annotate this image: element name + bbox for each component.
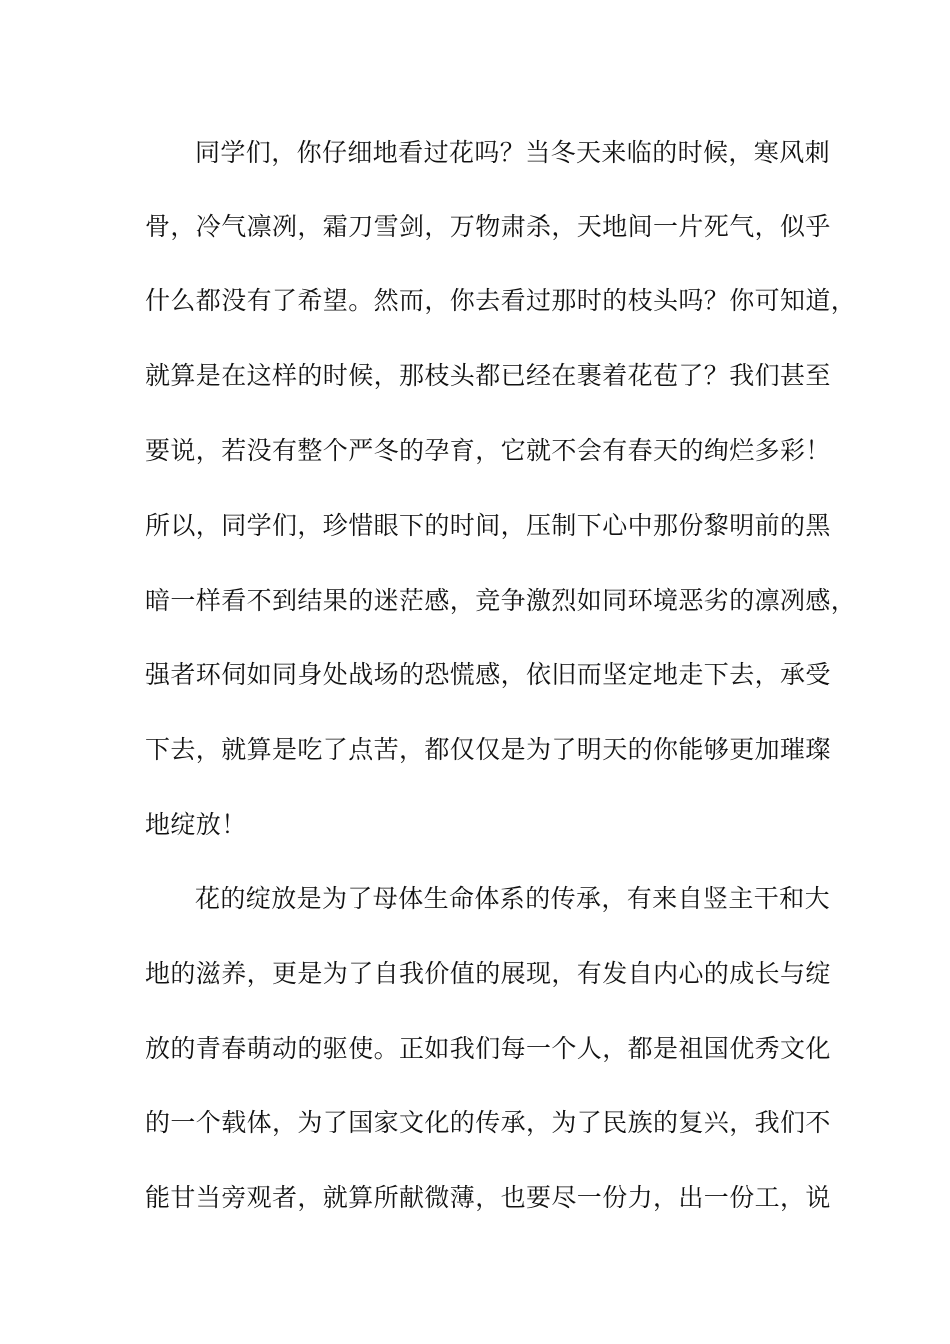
- paragraph-1-line-9: 下去，就算是吃了点苦，都仅仅是为了明天的你能够更加璀璨: [145, 735, 831, 764]
- paragraph-1-line-10: 地绽放！: [145, 810, 247, 839]
- paragraph-1-line-4: 就算是在这样的时候，那枝头都已经在裹着花苞了？我们甚至: [145, 361, 831, 390]
- paragraph-1-line-7: 暗一样看不到结果的迷茫感，竞争激烈如同环境恶劣的凛冽感，: [145, 586, 857, 615]
- paragraph-1-line-5: 要说，若没有整个严冬的孕育，它就不会有春天的绚烂多彩！: [145, 436, 831, 465]
- paragraph-2-line-5: 能甘当旁观者，就算所献微薄，也要尽一份力，出一份工，说: [145, 1183, 831, 1212]
- paragraph-2-line-2: 地的滋养，更是为了自我价值的展现，有发自内心的成长与绽: [145, 959, 831, 988]
- paragraph-1-line-3: 什么都没有了希望。然而，你去看过那时的枝头吗？你可知道，: [145, 286, 857, 315]
- paragraph-1-line-8: 强者环伺如同身处战场的恐慌感，依旧而坚定地走下去，承受: [145, 660, 831, 689]
- paragraph-1-line-2: 骨，冷气凛冽，霜刀雪剑，万物肃杀，天地间一片死气，似乎: [145, 212, 831, 241]
- paragraph-1-line-6: 所以，同学们，珍惜眼下的时间，压制下心中那份黎明前的黑: [145, 511, 831, 540]
- paragraph-2-line-3: 放的青春萌动的驱使。正如我们每一个人，都是祖国优秀文化: [145, 1034, 831, 1063]
- paragraph-2-line-4: 的一个载体，为了国家文化的传承，为了民族的复兴，我们不: [145, 1108, 831, 1137]
- paragraph-2-line-1: 花的绽放是为了母体生命体系的传承，有来自竖主干和大: [195, 884, 831, 913]
- paragraph-1-line-1: 同学们，你仔细地看过花吗？当冬天来临的时候，寒风刺: [195, 138, 831, 167]
